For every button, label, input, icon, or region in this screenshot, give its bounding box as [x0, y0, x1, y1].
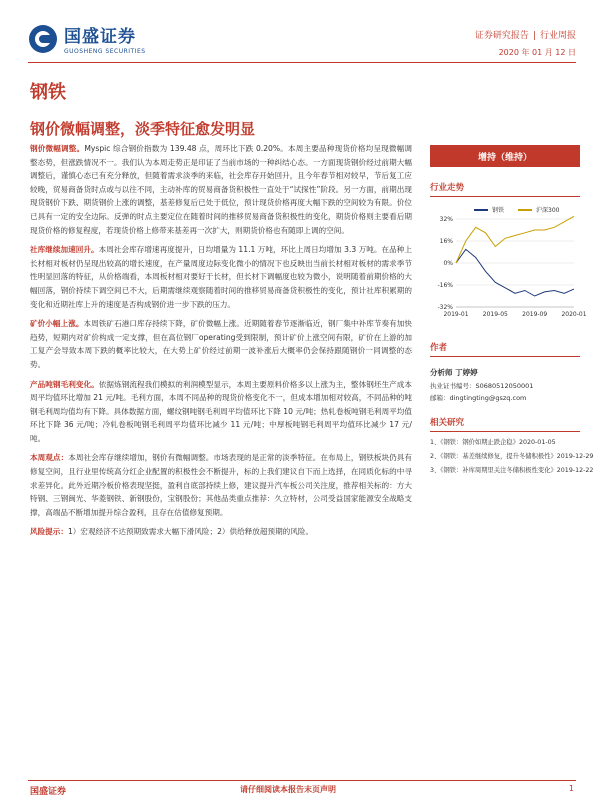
analyst-info	[430, 367, 580, 402]
x-tick-label: 2019-05	[482, 311, 508, 318]
report-type-line: 证券研究报告 | 行业周报	[474, 31, 576, 41]
paragraph-text: 本周铁矿石港口库存持续下降，矿价微幅上涨。近期随着春节逐渐临近，钢厂集中补库节奏有加快趋势，短期内对矿价构成一定支撑，但在高位钢厂operating受到限制，预计矿价上涨空间有限，矿价在上游的加工复产会导致本周下跌的概率比较大，在大势上矿价经过前期一波补涨后大概率仍会保持跟随钢价一同调整的态势。	[30, 319, 413, 369]
paragraph-risk	[30, 525, 412, 539]
footer-disclaimer: 请仔细阅读本报告末页声明	[240, 785, 336, 794]
header-divider	[28, 62, 576, 63]
related-report-item[interactable]: 2、《钢铁：基差继续修复，提升冬储积极性》2019-12-29	[430, 453, 594, 460]
sidebar	[430, 145, 594, 474]
related-heading: 相关研究	[430, 416, 580, 432]
related-report-item[interactable]: 1、《钢铁：钢价如期止跌企稳》2020-01-05	[430, 439, 556, 446]
paragraph-view	[30, 451, 412, 519]
trend-chart	[430, 201, 587, 327]
cert-label: 执业证书编号：	[430, 382, 476, 390]
x-tick-label: 2019-01	[443, 311, 469, 318]
related-report-item[interactable]: 3、《钢铁：补库周期里关注冬储积极性变化》2019-12-22	[430, 467, 594, 474]
x-tick-label: 2019-09	[522, 311, 548, 318]
report-title: 钢价微幅调整，淡季特征愈发明显	[30, 120, 256, 138]
trend-chart-svg	[430, 201, 587, 327]
email-label: 邮箱：	[430, 394, 450, 402]
paragraph-lead: 社库继续加速回升。	[30, 245, 99, 255]
paragraph-lead: 矿价小幅上涨。	[30, 319, 84, 329]
logo-name: 国盛证券	[64, 27, 136, 47]
y-tick-label: -16%	[437, 282, 453, 289]
paragraph-steel-price	[30, 142, 412, 237]
paragraph-inventory	[30, 243, 412, 311]
paragraph-lead: 钢价微幅调整。	[30, 144, 85, 153]
company-logo	[28, 22, 146, 55]
paragraph-text: 本周社会库存增速再度提升，日均增量为 11.1 万吨，环比上周日均增加 3.3 万吨。在品种上长材相对板材仍呈现出较高的增长速度，在产量周度边际变化微小的情况下也反映出当前长材相对板材的需求季节性明显回落的特征，从价格端看，本周板材相对要好于长材，但长材下调幅度也较为微小，说明随着前期价格的大幅回落，钢价持续下调空间已不大，后期需继续观察随着时间的推移贸易商备货积极性的变化，预计社库积累期的变化和近期社库上升的速度是否构成钢价进一步下跌的压力。	[30, 245, 412, 309]
industry-title: 钢铁	[30, 82, 66, 103]
cert-number: S0680512050001	[475, 382, 534, 390]
report-type: 证券研究报告	[474, 31, 529, 41]
paragraph-lead: 风险提示：	[30, 527, 68, 537]
analyst-name: 分析师 丁婷婷	[430, 368, 478, 377]
y-tick-label: -32%	[437, 304, 453, 311]
footer-divider	[28, 780, 576, 781]
rating-badge: 增持（维持）	[430, 145, 580, 167]
y-tick-label: 0%	[443, 260, 453, 267]
paragraph-text: Myspic 综合钢价指数为 139.48 点，周环比下跌 0.20%。本周主要品种现货价格均呈现微幅调整态势，但涨跌情况不一。我们认为本周走势正是印证了当前市场的一种纠结心态。一方面现货钢价经过前期大幅调整后，谨慎心态已有充分释放，但随着需求淡季的来临，社会库存开始回升，且今年春节相对较早，节后复工应较晚，贸易商备货时点或与以往不同，主动补库的贸易商备货积极性一直处于“试探性”阶段。另一方面，前期出现现货钢价下跌、期货钢价上涨的调整，基差修复后已处于低位，预计现货价格再度大幅下跌的空间较为有限。价位已具有一定的安全边际。反弹的时点主要定位在随着时间的推移贸易商备货积极性的变化，期货价格则主要看后期现货价格的修复程度，若现货价格上修带来基差再一次扩大，则期货价格也有随即上调的空间。	[30, 144, 413, 235]
paragraph-lead: 本周观点：	[30, 453, 69, 463]
legend-label: 钢铁	[492, 207, 505, 214]
paragraph-margin	[30, 378, 412, 446]
related-list	[430, 437, 594, 474]
logo-english: GUOSHENG SECURITIES	[64, 48, 146, 55]
series-line-0	[456, 249, 574, 296]
trend-heading: 行业走势	[430, 181, 580, 197]
footer-brand: 国盛证券	[30, 787, 67, 797]
paragraph-text: 依据炼钢流程我们模拟的利润模型显示，本周主要原料价格多以上涨为主，整体钢坯生产成本周平均值环比增加 21 元/吨。毛利方面，本周不同品种的现货价格变化不一，但成本增加相对较高，不同品种的吨钢毛利周均值均有下降。具体数据方面，螺纹钢吨钢毛利周平均值环比下降 10 元/吨；热轧卷板吨钢毛利周平均值环比下降 36 元/吨；冷轧卷板吨钢毛利周平均值环比减少 11 元/吨；中厚板吨钢毛利周平均值环比减少 17 元/吨。	[30, 379, 413, 443]
logo-mark-icon	[28, 24, 58, 54]
paragraph-text: 1）宏观经济不达预期致需求大幅下滑风险；2）供给释放超预期的风险。	[67, 527, 314, 537]
analyst-heading: 作者	[430, 341, 580, 357]
email-line	[430, 393, 580, 402]
page-number: 1	[568, 784, 574, 793]
y-tick-label: 32%	[439, 216, 453, 223]
paragraph-ore-price	[30, 317, 412, 371]
report-body	[30, 142, 412, 545]
y-tick-label: 16%	[439, 238, 453, 245]
report-category: 行业周报	[539, 31, 576, 41]
report-date: 2020 年 01 月 12 日	[498, 48, 576, 57]
paragraph-text: 本周社会库存继续增加，钢价有微幅调整。市场表现的是正常的淡季特征。在布局上，钢铁板块仍具有修复空间，且行业里传统高分红企业配置的积极性会不断提升，标的上我们建议自下而上选择，在同质化标的中寻求差异化。此外近期冷板价格表现坚挺，盈利自底部持续上修，建议提升汽车板公司关注度，推荐相关标的：方大特钢、三钢闽光、华菱钢铁、新钢股份，宝钢股份；其他品类重点推荐：久立特材，公司受益国家能源安全战略支撑，高端品不断增加提升综合盈利，且存在估值修复预期。	[30, 453, 413, 517]
x-tick-label: 2020-01	[561, 311, 587, 318]
report-header	[28, 14, 576, 76]
cert-line	[430, 381, 580, 390]
email-address[interactable]: dingtingting@gszq.com	[449, 394, 527, 402]
paragraph-lead: 产品吨钢毛利变化。	[30, 379, 99, 389]
legend-label: 沪深300	[536, 207, 560, 214]
